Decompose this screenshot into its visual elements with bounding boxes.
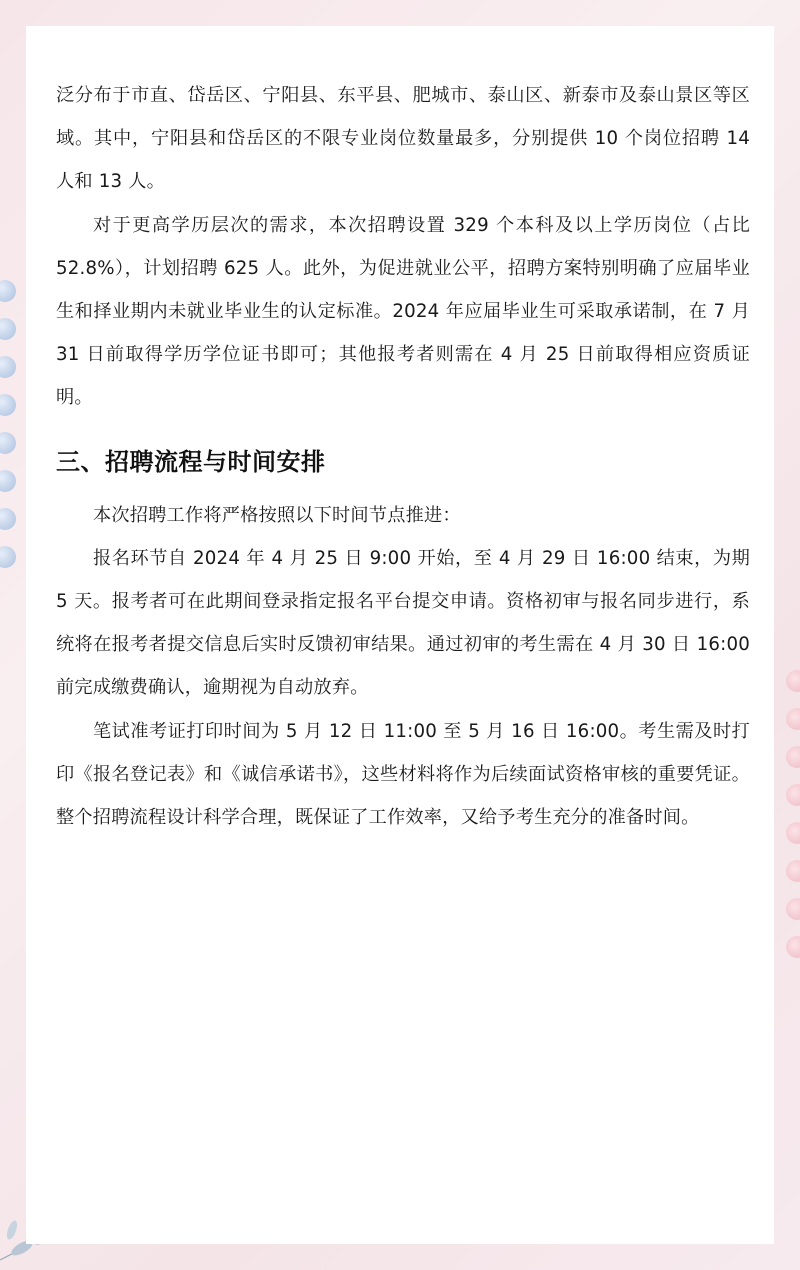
section-heading: 三、招聘流程与时间安排: [56, 447, 326, 476]
decorative-dots-left: [0, 270, 26, 600]
paragraph: 笔试准考证打印时间为 5 月 12 日 11:00 至 5 月 16 日 16:00。考生需及时打印《报名登记表》和《诚信承诺书》，这些材料将作为后续面试资格审核的重要凭证。整个招聘流程设计科学合理，既保证了工作效率，又给予考生充分的准备时间。: [56, 720, 750, 829]
decor-dot: [786, 784, 800, 806]
decor-dot: [0, 394, 16, 416]
decor-dot: [0, 508, 16, 530]
decor-dot: [786, 670, 800, 692]
decorative-dots-right: [770, 660, 800, 980]
decor-dot: [0, 280, 16, 302]
decor-dot: [786, 822, 800, 844]
decor-dot: [786, 746, 800, 768]
decor-dot: [0, 470, 16, 492]
decor-dot: [786, 936, 800, 958]
decor-dot: [0, 432, 16, 454]
decor-dot: [0, 318, 16, 340]
paragraph: 报名环节自 2024 年 4 月 25 日 9:00 开始，至 4 月 29 日 16:00 结束，为期 5 天。报考者可在此期间登录指定报名平台提交申请。资格初审与报名同步进行，系统将在报考者提交信息后实时反馈初审结果。通过初审的考生需在 4 月 30 日 16:00 前完成缴费确认，逾期视为自动放弃。: [56, 547, 750, 699]
article-content: [56, 74, 750, 839]
article-card: [26, 26, 774, 1244]
decor-dot: [786, 898, 800, 920]
decor-dot: [0, 356, 16, 378]
decor-dot: [786, 860, 800, 882]
paragraph: 本次招聘工作将严格按照以下时间节点推进：: [93, 504, 461, 526]
paragraph: 泛分布于市直、岱岳区、宁阳县、东平县、肥城市、泰山区、新泰市及泰山景区等区域。其中，宁阳县和岱岳区的不限专业岗位数量最多，分别提供 10 个岗位招聘 14 人和 13 人。: [56, 85, 750, 193]
decor-dot: [0, 546, 16, 568]
paragraph: 对于更高学历层次的需求，本次招聘设置 329 个本科及以上学历岗位（占比 52.8%），计划招聘 625 人。此外，为促进就业公平，招聘方案特别明确了应届毕业生和择业期内未就业毕业生的认定标准。2024 年应届毕业生可采取承诺制，在 7 月 31 日前取得学历学位证书即可；其他报考者则需在 4 月 25 日前取得相应资质证明。: [56, 214, 750, 409]
decor-dot: [786, 708, 800, 730]
